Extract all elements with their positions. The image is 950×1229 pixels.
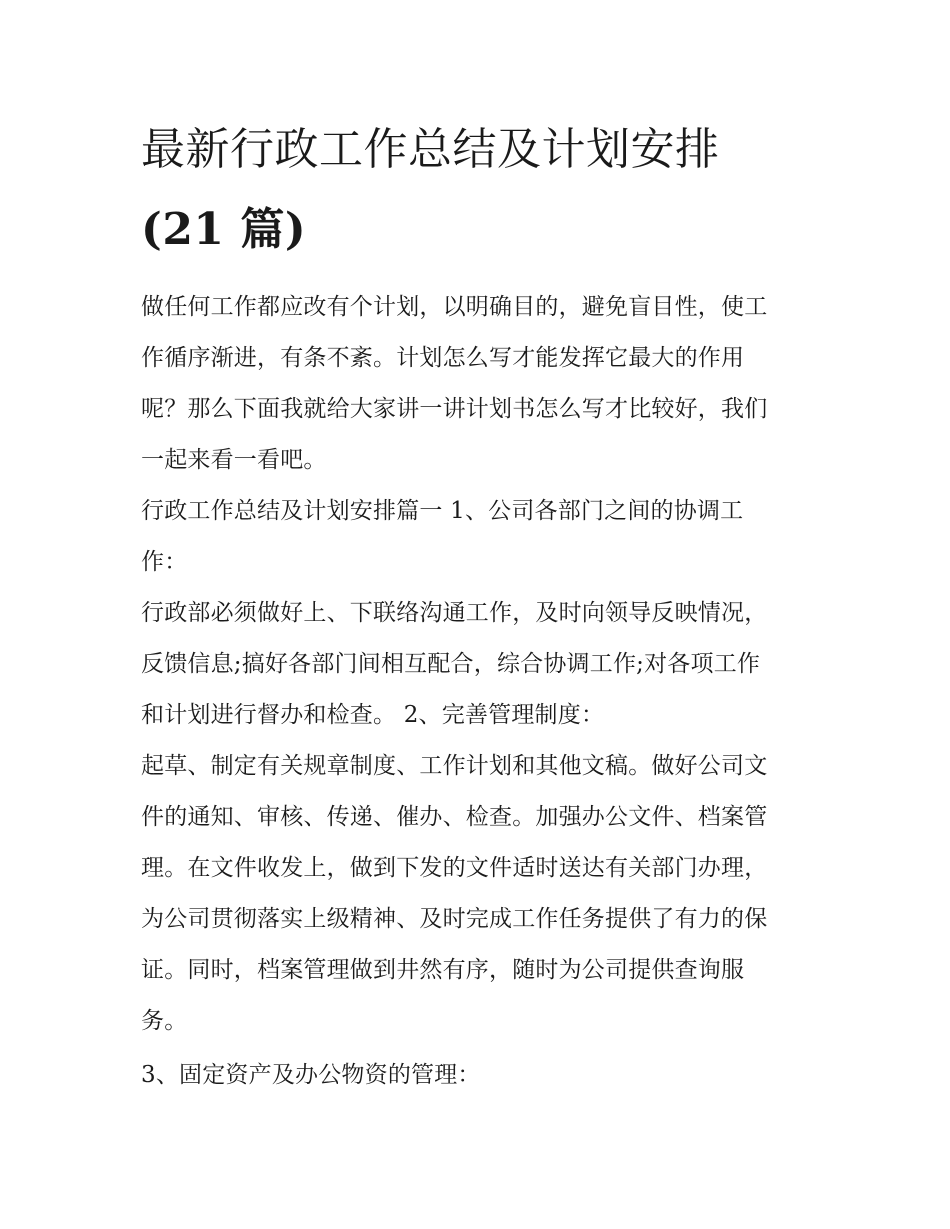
text-line: 反馈信息;搞好各部门间相互配合，综合协调工作;对各项工作 [141,651,761,677]
document-content [141,110,821,1101]
paragraph-intro [141,282,821,486]
text-line: 理。在文件收发上，做到下发的文件适时送达有关部门办理， [141,855,768,881]
document-body [141,282,821,1101]
paragraph-management-system [141,741,821,1047]
text-line: 和计划进行督办和检查。 2、完善管理制度： [141,702,605,728]
text-line: 件的通知、审核、传递、催办、检查。加强办公文件、档案管 [141,804,768,830]
text-line: 3、固定资产及办公物资的管理： [141,1062,481,1088]
text-line: 行政部必须做好上、下联络沟通工作，及时向领导反映情况， [141,600,768,626]
text-line: 为公司贯彻落实上级精神、及时完成工作任务提供了有力的保 [141,906,768,932]
text-line: 起草、制定有关规章制度、工作计划和其他文稿。做好公司文 [141,753,768,779]
text-line: 证。同时，档案管理做到井然有序，随时为公司提供查询服 [141,957,745,983]
title-line-1: 最新行政工作总结及计划安排 [141,124,720,175]
text-line: 呢？那么下面我就给大家讲一讲计划书怎么写才比较好，我们 [141,396,768,422]
text-line: 作： [141,549,188,575]
paragraph-section-1-heading [141,486,821,588]
text-line: 作循序渐进，有条不紊。计划怎么写才能发挥它最大的作用 [141,345,745,371]
text-line: 做任何工作都应改有个计划，以明确目的，避免盲目性，使工 [141,294,768,320]
paragraph-coordination [141,588,821,741]
title-line-2: (21 篇) [141,204,307,255]
text-line: 一起来看一看吧。 [141,447,327,473]
document-title [141,110,821,270]
paragraph-section-3-heading [141,1050,821,1101]
text-line: 务。 [141,1008,188,1034]
text-line: 行政工作总结及计划安排篇一 1、公司各部门之间的协调工 [141,498,744,524]
